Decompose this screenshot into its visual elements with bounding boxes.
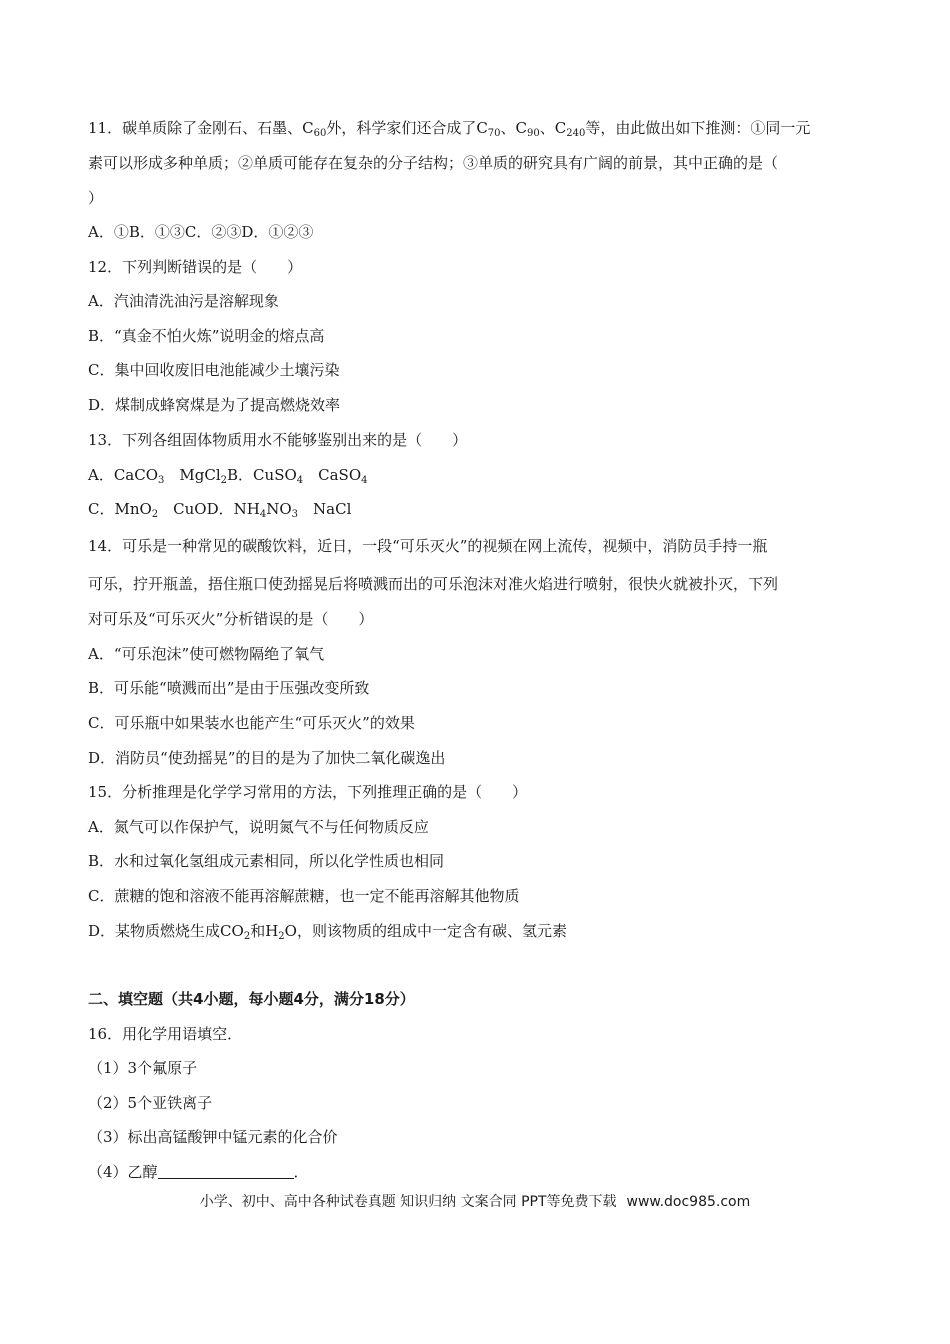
footer-url: www.doc985.com [626, 1194, 751, 1210]
q11-options: A．①B．①③C．②③D．①②③ [88, 223, 314, 241]
q11-line-2: 素可以形成多种单质；②单质可能存在复杂的分子结构；③单质的研究具有广阔的前景，其中正确的是（ [88, 154, 779, 172]
q14-option-d: D．消防员“使劲摇晃”的目的是为了加快二氧化碳逸出 [88, 749, 446, 767]
q16-stem: 16．用化学用语填空． [88, 1025, 243, 1043]
section-heading: 二、填空题（共4小题，每小题4分，满分18分） [88, 990, 415, 1008]
q14-option-a: A．“可乐泡沫”使可燃物隔绝了氧气 [88, 645, 325, 663]
q14-line-1: 14．可乐是一种常见的碳酸饮料，近日，一段“可乐灭火”的视频在网上流传，视频中，消防员手持一瓶 [88, 537, 768, 555]
q12-option-b: B．“真金不怕火炼”说明金的熔点高 [88, 327, 325, 345]
q12-option-a: A．汽油清洗油污是溶解现象 [88, 292, 279, 310]
q16-part-1: （1）3个氟原子 [88, 1059, 198, 1077]
q14-line-2: 可乐，拧开瓶盖，捂住瓶口使劲摇晃后将喷溅而出的可乐泡沫对准火焰进行喷射，很快火就被扑灭，下列 [88, 575, 779, 593]
q12-stem: 12．下列判断错误的是（ ） [88, 258, 303, 276]
footer-text: 小学、初中、高中各种试卷真题 知识归纳 文案合同 PPT等免费下载 [199, 1194, 617, 1210]
q13-options-ab: A．CaCO$_3$ MgCl$_2$B．CuSO$_4$ CaSO$_4$ [88, 466, 368, 486]
q12-option-d: D．煤制成蜂窝煤是为了提高燃烧效率 [88, 396, 341, 414]
q15-option-a: A．氮气可以作保护气，说明氮气不与任何物质反应 [88, 818, 429, 836]
q13-stem: 13．下列各组固体物质用水不能够鉴别出来的是（ ） [88, 431, 468, 449]
q15-option-b: B．水和过氧化氢组成元素相同，所以化学性质也相同 [88, 852, 445, 870]
page-footer [0, 1191, 950, 1211]
q15-stem: 15．分析推理是化学学习常用的方法，下列推理正确的是（ ） [88, 783, 528, 801]
answer-blank [158, 1164, 294, 1179]
q11-line-3: ） [88, 189, 104, 207]
q16-part-4: （4）乙醇 ． [88, 1163, 309, 1181]
q16-part-3: （3）标出高锰酸钾中锰元素的化合价 [88, 1128, 338, 1146]
q12-option-c: C．集中回收废旧电池能减少土壤污染 [88, 361, 340, 379]
q15-option-c: C．蔗糖的饱和溶液不能再溶解蔗糖，也一定不能再溶解其他物质 [88, 887, 520, 905]
q14-option-c: C．可乐瓶中如果装水也能产生“可乐灭火”的效果 [88, 714, 415, 732]
q13-options-cd: C．MnO$_2$ CuOD．$NH_4NO_3$ NaCl [88, 500, 352, 520]
q11-line-1: 11．碳单质除了金刚石、石墨、$C_{60}$外，科学家们还合成了$C_{70}$、$C_{90}$、$C_{240}$等，由此做出如下推测：①同一元 [88, 119, 811, 139]
q14-option-b: B．可乐能“喷溅而出”是由于压强改变所致 [88, 679, 370, 697]
q15-option-d: D．某物质燃烧生成$CO_2$和$H_2O$，则该物质的组成中一定含有碳、氢元素 [88, 922, 567, 942]
q14-line-3: 对可乐及“可乐灭火”分析错误的是（ ） [88, 610, 374, 628]
q16-part-2: （2）5个亚铁离子 [88, 1094, 213, 1112]
